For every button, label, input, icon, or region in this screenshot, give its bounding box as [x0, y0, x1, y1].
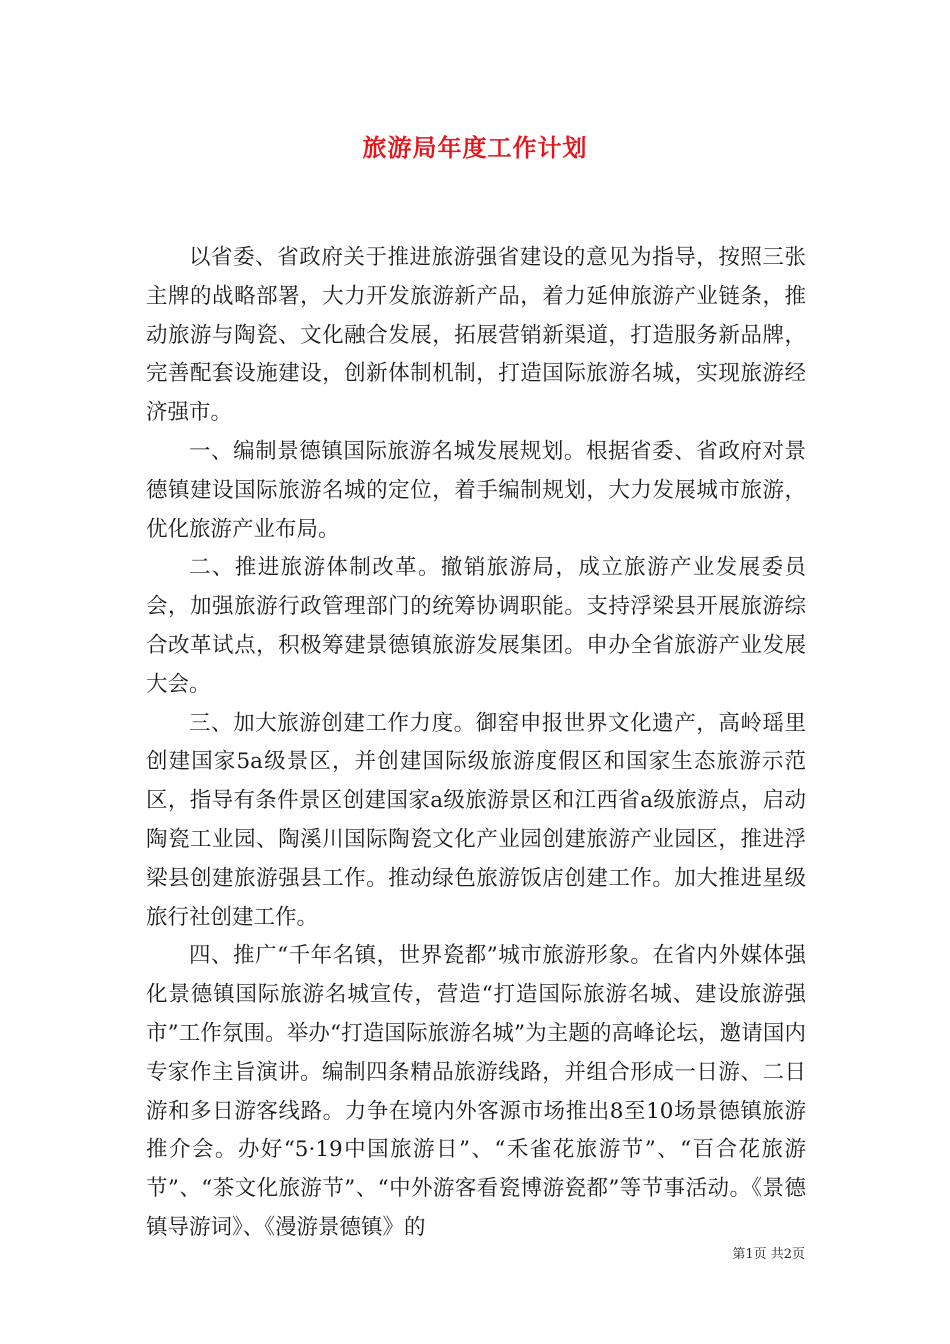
- paragraph-item-1: 一、编制景德镇国际旅游名城发展规划。根据省委、省政府对景德镇建设国际旅游名城的定位，着手编制规划，大力发展城市旅游，优化旅游产业布局。: [146, 438, 806, 542]
- paragraph-item-2: 二、推进旅游体制改革。撤销旅游局，成立旅游产业发展委员会，加强旅游行政管理部门的统筹协调职能。支持浮梁县开展旅游综合改革试点，积极筹建景德镇旅游发展集团。申办全省旅游产业发展大会。: [146, 555, 806, 697]
- page-number-footer: 第1页 共2页: [732, 1247, 805, 1262]
- paragraph-item-3: 三、加大旅游创建工作力度。御窑申报世界文化遗产，高岭瑶里创建国家5a级景区，并创建国际级旅游度假区和国家生态旅游示范区，指导有条件景区创建国家a级旅游景区和江西省a级旅游点，启动陶瓷工业园、陶溪川国际陶瓷文化产业园创建旅游产业园区，推进浮梁县创建旅游强县工作。推动绿色旅游饭店创建工作。加大推进星级旅行社创建工作。: [146, 710, 806, 930]
- document-body: [146, 239, 806, 1248]
- paragraph-item-4: 四、推广“千年名镇，世界瓷都”城市旅游形象。在省内外媒体强化景德镇国际旅游名城宣传，营造“打造国际旅游名城、建设旅游强市”工作氛围。举办“打造国际旅游名城”为主题的高峰论坛，邀请国内专家作主旨演讲。编制四条精品旅游线路，并组合形成一日游、二日游和多日游客线路。力争在境内外客源市场推出8至10场景德镇旅游推介会。办好“5·19中国旅游日”、“禾雀花旅游节”、“百合花旅游节”、“茶文化旅游节”、“中外游客看瓷博游瓷都”等节事活动。《景德镇导游词》、《漫游景德镇》的: [146, 943, 806, 1240]
- paragraph-intro: 以省委、省政府关于推进旅游强省建设的意见为指导，按照三张主牌的战略部署，大力开发旅游新产品，着力延伸旅游产业链条，推动旅游与陶瓷、文化融合发展，拓展营销新渠道，打造服务新品牌，完善配套设施建设，创新体制机制，打造国际旅游名城，实现旅游经济强市。: [146, 245, 806, 426]
- document-title: 旅游局年度工作计划: [362, 133, 588, 162]
